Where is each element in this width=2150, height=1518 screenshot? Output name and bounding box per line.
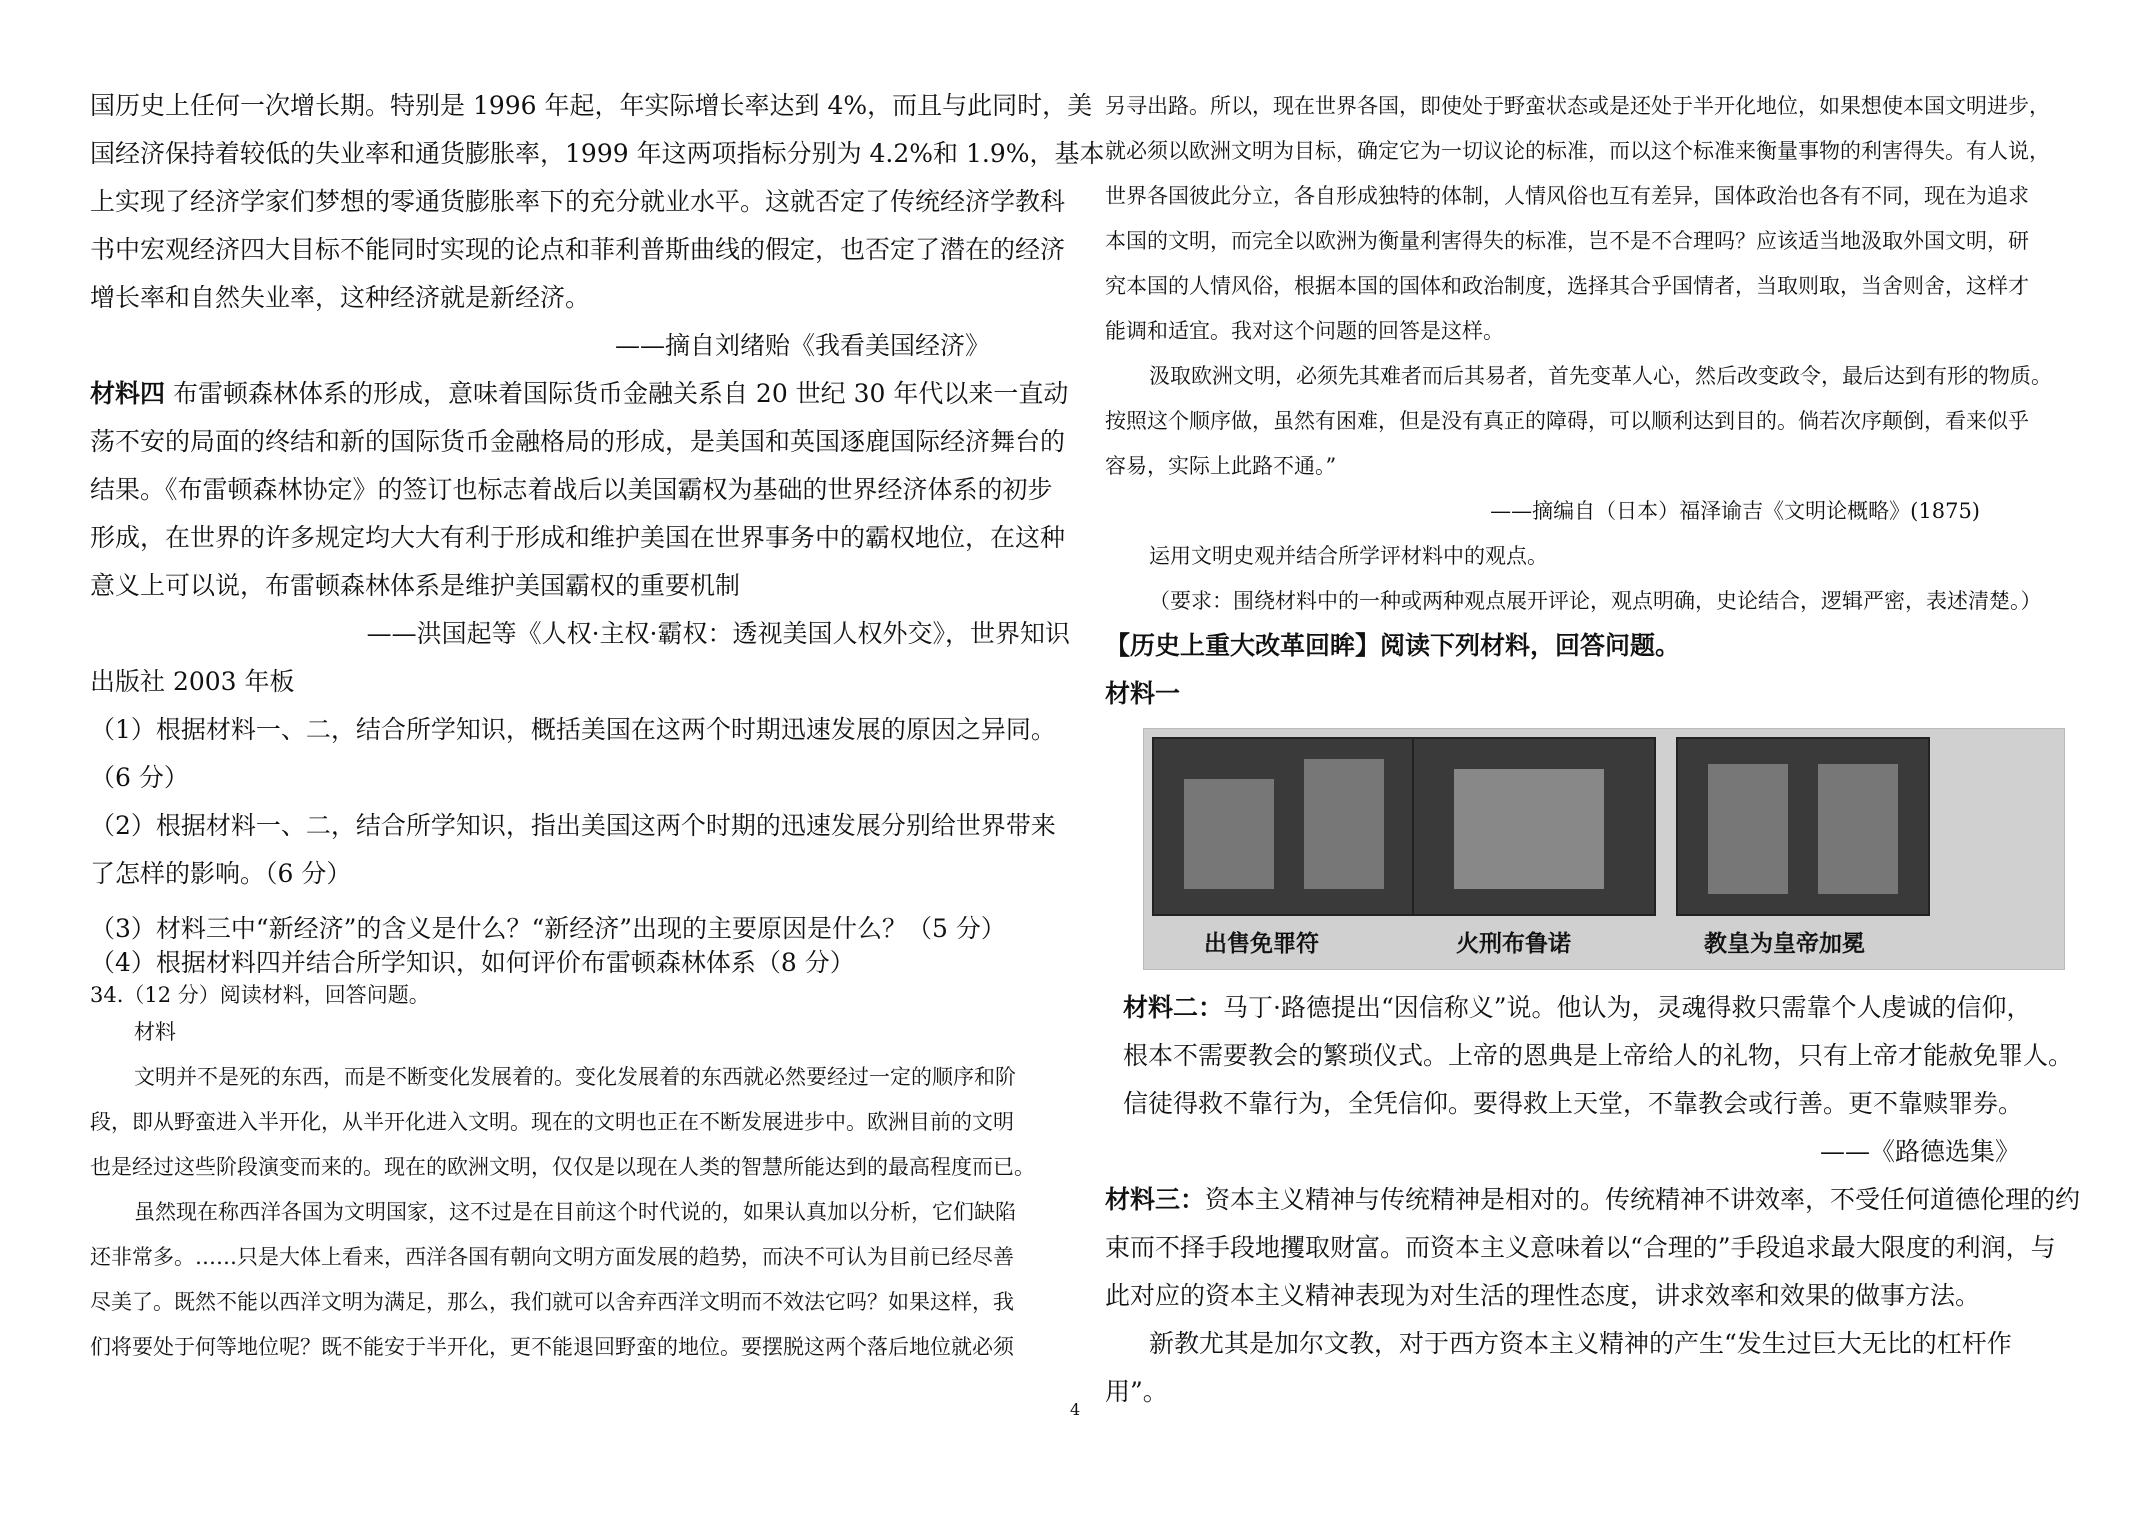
task-line: 运用文明史观并结合所学评材料中的观点。 xyxy=(1149,544,1548,568)
material-label: 材料 xyxy=(134,1020,176,1044)
text-line: 资本主义精神与传统精神是相对的。传统精神不讲效率，不受任何道德伦理的约 xyxy=(1205,1185,2081,1214)
material-label: 材料一 xyxy=(1105,679,1181,708)
text-line: 上实现了经济学家们梦想的零通货膨胀率下的充分就业水平。这就否定了传统经济学教科 xyxy=(90,187,1066,216)
source-citation-cont: 出版社 2003 年板 xyxy=(90,667,295,696)
source-citation: ——洪国起等《人权·主权·霸权：透视美国人权外交》，世界知识 xyxy=(366,619,1070,648)
text-line: 此对应的资本主义精神表现为对生活的理性态度，讲求效率和效果的做事方法。 xyxy=(1105,1281,1981,1310)
text-line: 们将要处于何等地位呢？既不能安于半开化，更不能退回野蛮的地位。要摆脱这两个落后地位就必须 xyxy=(90,1335,1014,1359)
question-3: （3）材料三中“新经济”的含义是什么？“新经济”出现的主要原因是什么？（5 分） xyxy=(90,914,1006,943)
question-2-cont: 了怎样的影响。（6 分） xyxy=(90,859,352,888)
right-column xyxy=(1105,84,2080,1416)
text-line: 也是经过这些阶段演变而来的。现在的欧洲文明，仅仅是以现在人类的智慧所能达到的最高程度而已。 xyxy=(90,1155,1035,1179)
question-4: （4）根据材料四并结合所学知识，如何评价布雷顿森林体系（8 分） xyxy=(90,948,855,977)
question-1-points: （6 分） xyxy=(90,763,189,792)
text-line: 信徒得救不靠行为，全凭信仰。要得救上天堂，不靠教会或行善。更不靠赎罪券。 xyxy=(1123,1089,2024,1118)
text-line: 用”。 xyxy=(1105,1377,1168,1406)
coronation-picture xyxy=(1676,737,1930,916)
caption-coronation: 教皇为皇帝加冕 xyxy=(1704,931,1865,957)
material-four xyxy=(90,370,1070,418)
text-line: 还非常多。……只是大体上看来，西洋各国有朝向文明方面发展的趋势，而决不可认为目前已经尽善 xyxy=(90,1245,1014,1269)
text-line: 荡不安的局面的终结和新的国际货币金融格局的形成，是美国和英国逐鹿国际经济舞台的 xyxy=(90,427,1066,456)
text-line: 根本不需要教会的繁琐仪式。上帝的恩典是上帝给人的礼物，只有上帝才能赦免罪人。 xyxy=(1123,1041,2074,1070)
text-line: 意义上可以说，布雷顿森林体系是维护美国霸权的重要机制 xyxy=(90,571,741,600)
question-1: （1）根据材料一、二，结合所学知识，概括美国在这两个时期迅速发展的原因之异同。 xyxy=(90,715,1056,744)
text-line: 马丁·路德提出“因信称义”说。他认为，灵魂得救只需靠个人虔诚的信仰， xyxy=(1223,993,2032,1022)
text-line: 汲取欧洲文明，必须先其难者而后其易者，首先变革人心，然后改变政令，最后达到有形的物质。 xyxy=(1149,364,2052,388)
question-34: 34.（12 分）阅读材料，回答问题。 xyxy=(90,983,430,1007)
text-line: 文明并不是死的东西，而是不断变化发展着的。变化发展着的东西就必然要经过一定的顺序和阶 xyxy=(134,1065,1016,1089)
text-line: 国历史上任何一次增长期。特别是 1996 年起，年实际增长率达到 4%，而且与此同时，美 xyxy=(90,91,1093,120)
text-line: 国经济保持着较低的失业率和通货膨胀率，1999 年这两项指标分别为 4.2%和 1.9%，基本 xyxy=(90,139,1105,168)
text-line: 书中宏观经济四大目标不能同时实现的论点和菲利普斯曲线的假定，也否定了潜在的经济 xyxy=(90,235,1066,264)
illustration-strip xyxy=(1143,728,2065,970)
source-citation: ——摘编自（日本）福泽谕吉《文明论概略》(1875) xyxy=(1490,499,1980,523)
text-line: 结果。《布雷顿森林协定》的签订也标志着战后以美国霸权为基础的世界经济体系的初步 xyxy=(90,475,1053,504)
text-line: 世界各国彼此分立，各自形成独特的体制，人情风俗也互有差异，国体政治也各有不同，现在为追求 xyxy=(1105,184,2029,208)
text-line: 究本国的人情风俗，根据本国的国体和政治制度，选择其合乎国情者，当取则取，当舍则舍，这样才 xyxy=(1105,274,2029,298)
text-line: 能调和适宜。我对这个问题的回答是这样。 xyxy=(1105,319,1504,343)
requirement-line: （要求：围绕材料中的一种或两种观点展开评论，观点明确，史论结合，逻辑严密，表述清楚。） xyxy=(1149,589,2042,613)
text-line: 另寻出路。所以，现在世界各国，即使处于野蛮状态或是还处于半开化地位，如果想使本国文明进步， xyxy=(1105,94,2050,118)
text-line: 虽然现在称西洋各国为文明国家，这不过是在目前这个时代说的，如果认真加以分析，它们缺陷 xyxy=(134,1200,1016,1224)
text-line: 本国的文明，而完全以欧洲为衡量利害得失的标准，岂不是不合理吗？应该适当地汲取外国文明，研 xyxy=(1105,229,2029,253)
source-citation: ——摘自刘绪贻《我看美国经济》 xyxy=(614,331,990,360)
page-number: 4 xyxy=(1070,1400,1081,1419)
material-label: 材料四 xyxy=(90,379,166,408)
text-line: 尽美了。既然不能以西洋文明为满足，那么，我们就可以舍弃西洋文明而不效法它吗？如果这样，我 xyxy=(90,1290,1014,1314)
indulgence-sale-picture xyxy=(1152,737,1426,916)
source-citation: ——《路德选集》 xyxy=(1819,1137,2020,1166)
caption-indulgence: 出售免罪符 xyxy=(1204,931,1319,957)
text-line: 增长率和自然失业率，这种经济就是新经济。 xyxy=(90,283,591,312)
material-label: 材料三： xyxy=(1105,1185,1206,1214)
material-three xyxy=(1105,1176,2080,1224)
material-two xyxy=(1105,984,2080,1032)
text-line: 就必须以欧洲文明为目标，确定它为一切议论的标准，而以这个标准来衡量事物的利害得失。有人说， xyxy=(1105,139,2050,163)
text-line: 新教尤其是加尔文教，对于西方资本主义精神的产生“发生过巨大无比的杠杆作 xyxy=(1149,1329,2012,1358)
text-line: 段，即从野蛮进入半开化，从半开化进入文明。现在的文明也正在不断发展进步中。欧洲目前的文明 xyxy=(90,1110,1014,1134)
text-line: 布雷顿森林体系的形成，意味着国际货币金融关系自 20 世纪 30 年代以来一直动 xyxy=(172,379,1069,408)
text-line: 形成，在世界的许多规定均大大有利于形成和维护美国在世界事务中的霸权地位，在这种 xyxy=(90,523,1066,552)
text-line: 按照这个顺序做，虽然有困难，但是没有真正的障碍，可以顺利达到目的。倘若次序颠倒，看来似乎 xyxy=(1105,409,2029,433)
bruno-burning-picture xyxy=(1412,737,1656,916)
question-2: （2）根据材料一、二，结合所学知识，指出美国这两个时期的迅速发展分别给世界带来 xyxy=(90,811,1056,840)
caption-bruno: 火刑布鲁诺 xyxy=(1456,931,1571,957)
section-heading: 【历史上重大改革回眸】阅读下列材料，回答问题。 xyxy=(1105,631,1681,660)
text-line: 束而不择手段地攫取财富。而资本主义意味着以“合理的”手段追求最大限度的利润，与 xyxy=(1105,1233,2056,1262)
material-label: 材料二： xyxy=(1123,993,1224,1022)
text-line: 容易，实际上此路不通。” xyxy=(1105,454,1337,478)
left-column xyxy=(90,82,1105,1370)
